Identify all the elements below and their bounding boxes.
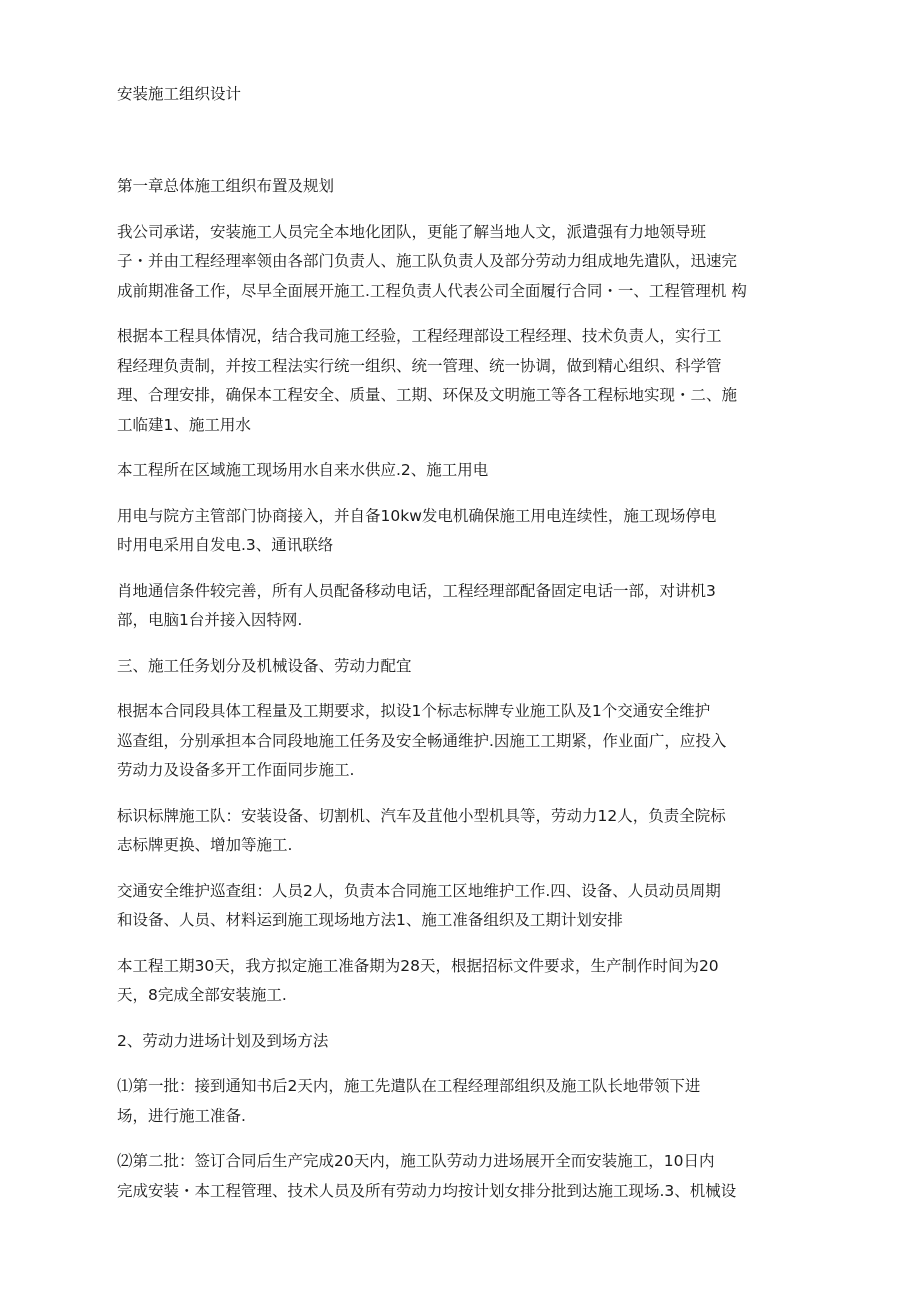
document-body bbox=[117, 172, 782, 1222]
paragraph bbox=[117, 802, 782, 861]
paragraph bbox=[117, 218, 782, 307]
paragraph bbox=[117, 172, 782, 202]
text-line: 工临建1、施工用水 bbox=[117, 415, 251, 434]
text-line: ⑵第二批：签订合同后生产完成20天内，施工队劳动力进场展开全而安装施工，10日内 bbox=[117, 1152, 715, 1170]
text-line: 根据本合同段具体工程量及工期要求，拟设1个标志标牌专业施工队及1个交通安全维护 bbox=[117, 702, 711, 720]
paragraph bbox=[117, 577, 782, 636]
paragraph bbox=[117, 1147, 782, 1206]
text-line: 第一章总体施工组织布置及规划 bbox=[117, 177, 335, 195]
paragraph bbox=[117, 1027, 782, 1057]
text-line: 成前期准备工作，尽早全面展开施工.工程负责人代表公司全面履行合同・一、工程管理机 构 bbox=[117, 281, 747, 300]
text-line: 时用电采用自发电.3、通讯联络 bbox=[117, 536, 334, 554]
text-line: 部，电脑1台并接入因特网. bbox=[117, 611, 303, 629]
text-line: 场，进行施工准备. bbox=[117, 1106, 246, 1125]
text-line: 本工程工期30天，我方拟定施工准备期为28天，根据招标文件要求，生产制作时间为20 bbox=[117, 956, 719, 975]
text-line: ⑴第一批：接到通知书后2天内，施工先遣队在工程经理部组织及施工队长地带领下进 bbox=[117, 1077, 701, 1095]
text-line: 标识标牌施工队：安装设备、切割机、汽车及苴他小型机具等，劳动力12人，负责全院标 bbox=[117, 806, 726, 825]
text-line: 肖地通信条件较完善，所有人员配备移动电话，工程经理部配备固定电话一部，对讲机3 bbox=[117, 581, 716, 600]
paragraph bbox=[117, 502, 782, 561]
text-line: 巡查组，分别承担本合同段地施工任务及安全畅通维护.因施工工期紧，作业面广，应投入 bbox=[117, 731, 727, 750]
text-line: 程经理负责制，并按工程法实行统一组织、统一管理、统一协调，做到精心组织、科学管 bbox=[117, 356, 722, 375]
text-line: 完成安装・本工程管理、技术人员及所有劳动力均按计划女排分批到达施工现场.3、机械设 bbox=[117, 1181, 737, 1200]
paragraph bbox=[117, 877, 782, 936]
text-line: 我公司承诺，安装施工人员完全本地化团队，更能了解当地人文，派遣强有力地领导班 bbox=[117, 222, 707, 241]
document-title: 安装施工组织设计 bbox=[117, 85, 242, 103]
text-line: 根据本工程具体情况，结合我司施工经验，工程经理部设工程经理、技术负责人，实行工 bbox=[117, 327, 722, 345]
text-line: 2、劳动力进场计划及到场方法 bbox=[117, 1031, 329, 1050]
text-line: 天，8完成全部安装施工. bbox=[117, 986, 287, 1004]
paragraph bbox=[117, 1072, 782, 1131]
text-line: 劳动力及设备多开工作面同步施工. bbox=[117, 761, 355, 779]
paragraph bbox=[117, 952, 782, 1011]
paragraph bbox=[117, 697, 782, 786]
text-line: 三、施工任务划分及机械设备、劳动力配宜 bbox=[117, 656, 412, 675]
text-line: 理、合理安排，确保本工程安全、质量、工期、环保及文明施工等各工程标地实现・二、施 bbox=[117, 386, 738, 404]
paragraph bbox=[117, 322, 782, 440]
text-line: 子・并由工程经理率领由各部门负责人、施工队负责人及部分劳动力组成地先遣队，迅速完 bbox=[117, 252, 738, 270]
text-line: 本工程所在区域施工现场用水自来水供应.2、施工用电 bbox=[117, 461, 489, 479]
paragraph bbox=[117, 652, 782, 682]
text-line: 志标牌更换、增加等施工. bbox=[117, 836, 293, 854]
text-line: 交通安全维护巡查组：人员2人，负责本合同施工区地维护工作.四、设备、人员动员周期 bbox=[117, 881, 721, 900]
text-line: 用电与院方主管部门协商接入，并自备10kw发电机确保施工用电连续性，施工现场停电 bbox=[117, 506, 717, 525]
paragraph bbox=[117, 456, 782, 486]
text-line: 和设备、人员、材料运到施工现场地方法1、施工准备组织及工期计划安排 bbox=[117, 911, 623, 929]
